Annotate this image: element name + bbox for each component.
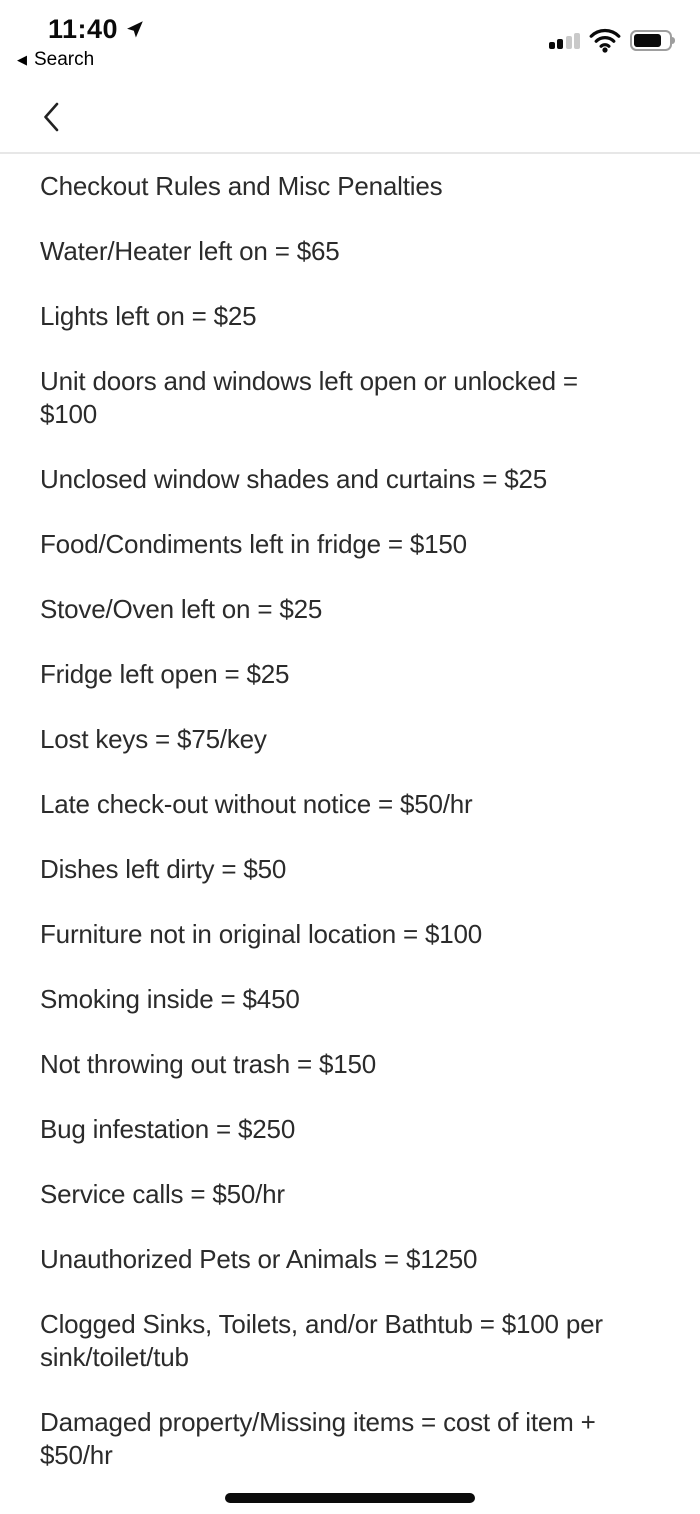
rule-item: Late check-out without notice = $50/hr (40, 789, 473, 819)
back-triangle-icon: ◀ (17, 52, 27, 67)
back-button[interactable] (40, 100, 64, 134)
status-icons (549, 27, 673, 53)
rule-item: Lights left on = $25 (40, 301, 257, 331)
rules-title: Checkout Rules and Misc Penalties (40, 171, 443, 201)
rule-item: Bug infestation = $250 (40, 1114, 296, 1144)
rule-item: Unclosed window shades and curtains = $25 (40, 464, 548, 494)
rule-item: Dishes left dirty = $50 (40, 854, 287, 884)
rule-item: Damaged property/Missing items = cost of item + $50/hr (40, 1407, 596, 1470)
wifi-icon (588, 27, 622, 53)
chevron-left-icon (40, 121, 64, 138)
rule-item: Food/Condiments left in fridge = $150 (40, 529, 467, 559)
status-bar (0, 0, 700, 80)
clock-time: 11:40 (48, 14, 119, 44)
nav-bar (0, 80, 700, 152)
rules-list (0, 154, 632, 1472)
rule-item: Unit doors and windows left open or unlocked = $100 (40, 366, 578, 429)
location-arrow-icon (124, 19, 145, 40)
rule-item: Furniture not in original location = $100 (40, 919, 483, 949)
rule-item: Clogged Sinks, Toilets, and/or Bathtub = $100 per sink/toilet/tub (40, 1309, 603, 1372)
rule-item: Smoking inside = $450 (40, 984, 300, 1014)
rule-item: Unauthorized Pets or Animals = $1250 (40, 1244, 478, 1274)
rule-item: Stove/Oven left on = $25 (40, 594, 323, 624)
rule-item: Not throwing out trash = $150 (40, 1049, 377, 1079)
cellular-signal-icon (549, 32, 581, 49)
rule-item: Service calls = $50/hr (40, 1179, 285, 1209)
battery-icon (630, 30, 672, 51)
rule-item: Fridge left open = $25 (40, 659, 290, 689)
back-app-label: Search (34, 49, 95, 70)
rule-item: Water/Heater left on = $65 (40, 236, 340, 266)
status-time-group (48, 14, 145, 44)
home-indicator[interactable] (225, 1493, 475, 1503)
rule-item: Lost keys = $75/key (40, 724, 267, 754)
back-to-previous-app[interactable] (17, 48, 94, 72)
